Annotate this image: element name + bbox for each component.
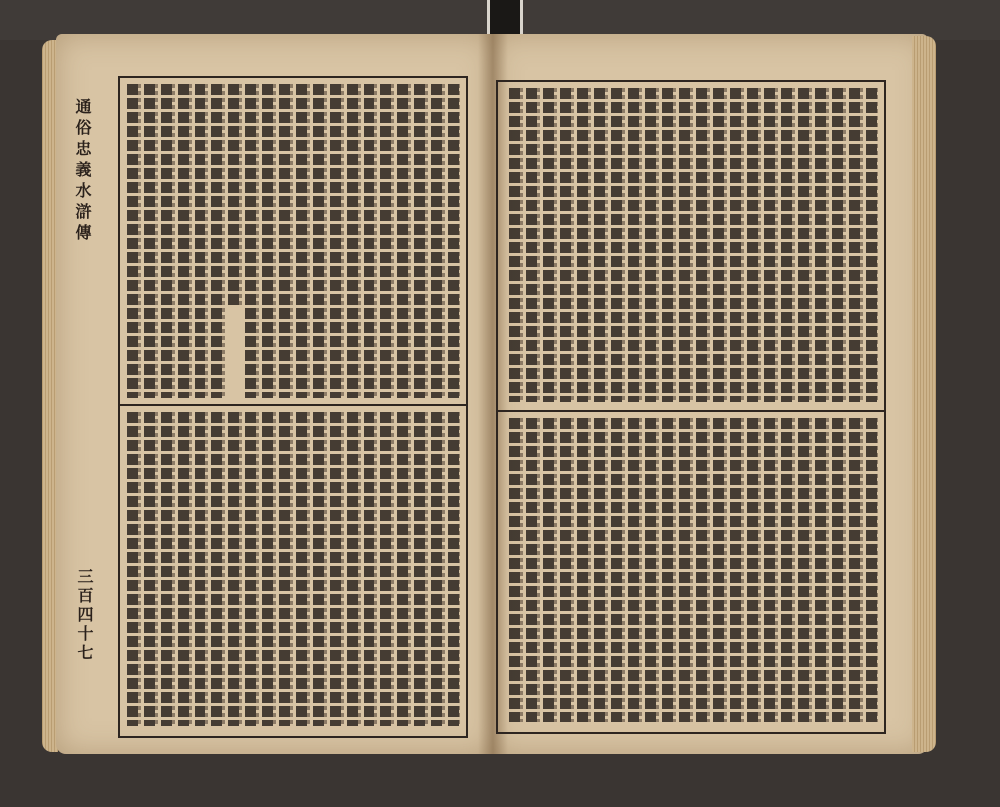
text-block-right-upper: [502, 86, 878, 404]
running-header: 通俗忠義水滸傳: [73, 98, 92, 245]
text-block-left-upper: [124, 82, 460, 400]
page-number: 三百四十七: [75, 568, 94, 663]
text-block-right-lower: [502, 416, 878, 724]
left-divider: [118, 404, 468, 406]
text-block-left-lower: [124, 410, 460, 728]
right-page-edges: [912, 36, 936, 752]
binding-clip: [487, 0, 523, 34]
right-divider: [496, 410, 886, 412]
